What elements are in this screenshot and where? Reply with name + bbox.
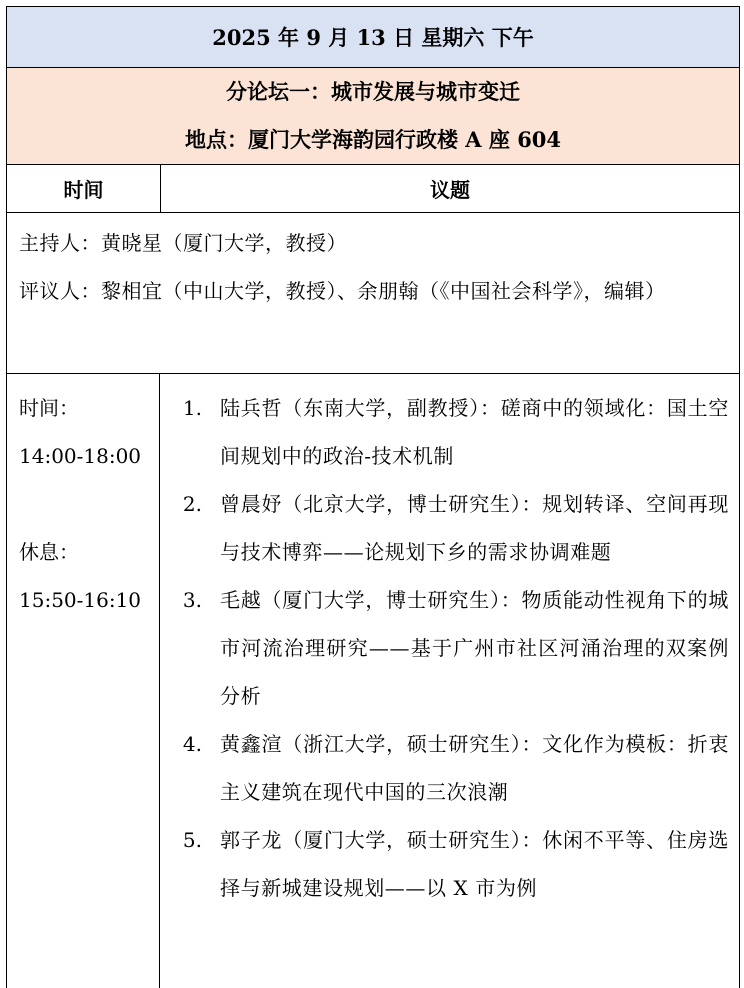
topics-cell	[160, 374, 739, 988]
date-header-text: 2025 年 9 月 13 日 星期六 下午	[212, 25, 534, 50]
item-number: 5.	[182, 828, 202, 852]
time-label: 时间：	[19, 396, 79, 420]
forum-location: 地点：厦门大学海韵园行政楼 A 座 604	[184, 127, 562, 152]
list-item	[160, 720, 729, 816]
session-table	[6, 6, 740, 988]
list-item	[160, 816, 729, 912]
list-item	[160, 384, 729, 480]
item-number: 1.	[182, 396, 202, 420]
item-text: 毛越（厦门大学，博士研究生）：物质能动性视角下的城市河流治理研究——基于广州市社区河涌治理的双案例分析	[220, 588, 729, 708]
item-number: 4.	[182, 732, 202, 756]
time-value: 14:00-18:00	[19, 444, 142, 468]
column-header-row	[6, 165, 740, 213]
schedule-row	[6, 374, 740, 988]
commentator-line: 评议人：黎相宜（中山大学，教授）、余朋翰（《中国社会科学》，编辑）	[19, 279, 666, 303]
list-item	[160, 576, 729, 720]
time-cell	[7, 374, 160, 988]
item-text: 陆兵哲（东南大学，副教授）：磋商中的领域化：国土空间规划中的政治-技术机制	[220, 396, 729, 468]
break-value: 15:50-16:10	[19, 588, 142, 612]
item-text: 黄鑫渲（浙江大学，硕士研究生）：文化作为模板：折衷主义建筑在现代中国的三次浪潮	[220, 732, 729, 804]
column-header-time: 时间	[7, 165, 161, 212]
item-number: 3.	[182, 588, 202, 612]
host-commentator-cell	[6, 213, 740, 374]
item-number: 2.	[182, 492, 202, 516]
item-text: 郭子龙（厦门大学，硕士研究生）：休闲不平等、住房选择与新城建设规划——以 X 市为例	[220, 828, 729, 900]
forum-header	[6, 68, 740, 165]
item-text: 曾晨妤（北京大学，博士研究生）：规划转译、空间再现与技术博弈——论规划下乡的需求协调难题	[220, 492, 729, 564]
list-item	[160, 480, 729, 576]
date-header	[6, 6, 740, 68]
column-header-topic: 议题	[430, 178, 470, 202]
break-label: 休息：	[19, 540, 79, 564]
forum-title: 分论坛一：城市发展与城市变迁	[226, 79, 520, 104]
host-line: 主持人：黄晓星（厦门大学，教授）	[19, 231, 347, 255]
